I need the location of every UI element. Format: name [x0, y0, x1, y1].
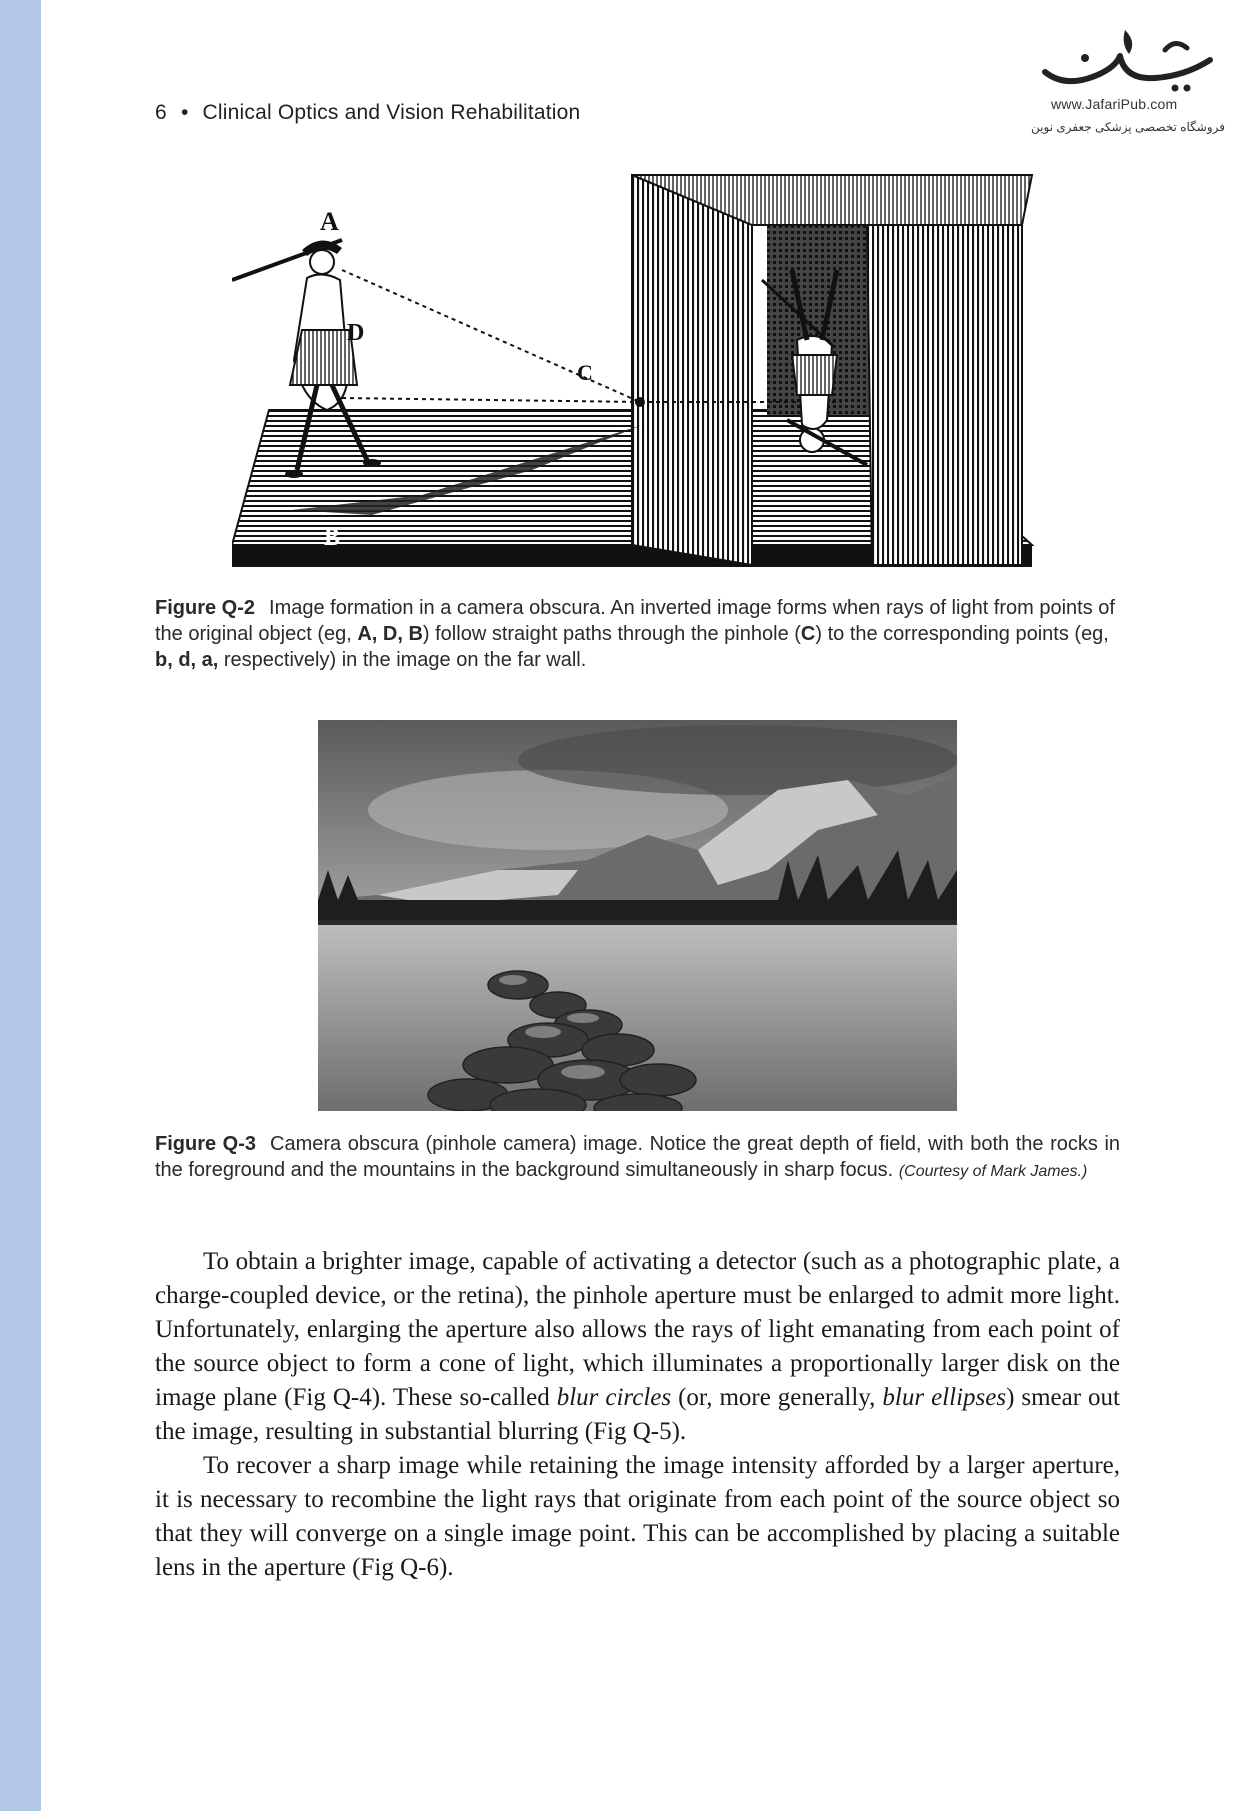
logo-calligraphy-icon: [1025, 20, 1225, 95]
p1-text-c: ) smear out the image, resulting in substantial blurring (Fig Q-5).: [155, 1384, 1121, 1445]
figure-q3-credit: (Courtesy of Mark James.): [898, 1163, 1088, 1180]
bullet-separator: •: [180, 101, 189, 124]
figure-q3-lake-photo: [318, 720, 957, 1111]
body-text: [155, 1245, 1120, 1585]
box-left-wall: [632, 175, 752, 565]
book-title: Clinical Optics and Vision Rehabilitation: [202, 101, 581, 124]
label-c: C: [577, 360, 593, 385]
figure-q3-caption: [155, 1131, 1120, 1185]
label-d: D: [347, 320, 365, 346]
box-right-wall: [867, 225, 1022, 565]
pinhole-icon: [635, 397, 645, 407]
page-number: 6: [155, 101, 167, 124]
page-edge-band: [0, 0, 41, 1811]
figure-q2-caption: [155, 595, 1120, 673]
figure-q2-label: Figure Q-2: [155, 597, 256, 619]
figure-q2-caption-text-1: Image formation in a camera obscura. An inverted image forms when rays of light from points of the original object (eg,: [155, 597, 1115, 645]
ray-a: [342, 270, 640, 402]
figure-q2-caption-text-2: ) follow straight paths through the pinhole (: [422, 623, 801, 645]
figure-q2-caption-text-4: respectively) in the image on the far wall.: [218, 649, 587, 671]
label-a: A: [320, 207, 339, 236]
publisher-tagline: فروشگاه تخصصی پزشکی جعفری نوین: [1031, 120, 1225, 134]
figure-q2-caption-text-3: ) to the corresponding points (eg,: [815, 623, 1109, 645]
figure-q3-caption-text: Camera obscura (pinhole camera) image. Notice the great depth of field, with both the rocks in the foreground and the mountains in the background simultaneously in sharp focus.: [155, 1133, 1121, 1181]
p1-text-a: To obtain a brighter image, capable of activating a detector (such as a photographic plate, a charge-coupled device, or the retina), the pinhole aperture must be enlarged to admit more light. Unfortunately, enlarging the aperture also allows the rays of light emanating from each point of the source object to form a cone of light, which illuminates a proportionally larger disk on the image plane (Fig Q-4). These so-called: [155, 1248, 1120, 1411]
p1-em-blur-ellipses: blur ellipses: [882, 1384, 1007, 1411]
p1-em-blur-circles: blur circles: [556, 1384, 672, 1411]
paragraph-1: [155, 1245, 1120, 1449]
publisher-url: www.JafariPub.com: [1051, 96, 1178, 112]
publisher-logo: [1025, 20, 1225, 145]
p1-text-b: (or, more generally,: [671, 1384, 883, 1411]
label-b: B: [324, 525, 341, 551]
ray-d: [342, 398, 640, 402]
paragraph-2: To recover a sharp image while retaining the image intensity afforded by a larger aperture, it is necessary to recombine the light rays that originate from each point of the source object so that they will converge on a single image point. This can be accomplished by placing a suitable lens in the aperture (Fig Q-6).: [155, 1452, 1120, 1581]
figure-q2-caption-bold-2: C: [800, 623, 816, 645]
figure-q2-camera-obscura-engraving: [232, 170, 1045, 578]
figure-q2-caption-bold-1: A, D, B: [357, 623, 423, 645]
figure-q3-label: Figure Q-3: [155, 1133, 257, 1155]
figure-q2-caption-bold-3: b, d, a,: [155, 649, 219, 671]
running-head: [155, 101, 580, 125]
